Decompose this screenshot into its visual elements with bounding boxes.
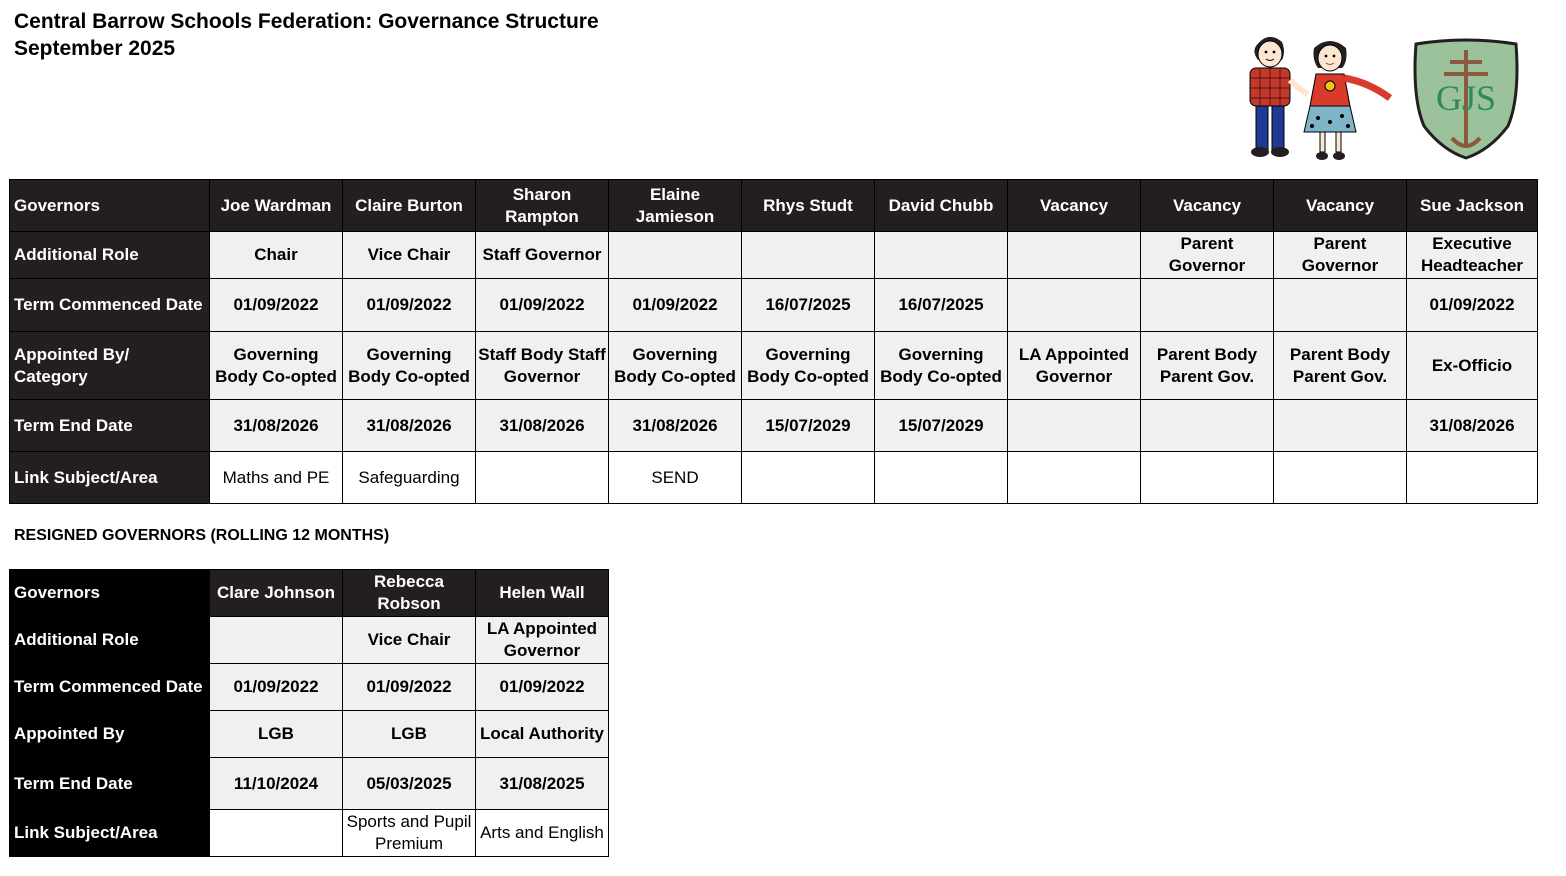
row-label: Link Subject/Area <box>10 810 210 857</box>
appointed-by-row <box>10 332 1538 400</box>
table-cell: 01/09/2022 <box>1407 279 1538 332</box>
table-cell <box>875 232 1008 279</box>
table-cell: Executive Headteacher <box>1407 232 1538 279</box>
current-governors-table <box>9 179 1538 504</box>
table-cell: LGB <box>210 711 343 758</box>
table-cell: 31/08/2026 <box>476 400 609 452</box>
table-cell <box>1008 232 1141 279</box>
table-cell <box>1141 452 1274 504</box>
school-logos <box>1238 28 1528 168</box>
title-line-2: September 2025 <box>14 37 176 60</box>
table-cell: 16/07/2025 <box>742 279 875 332</box>
table-cell: Governing Body Co-opted <box>210 332 343 400</box>
table-cell: Parent Body Parent Gov. <box>1141 332 1274 400</box>
governors-row <box>10 180 1538 232</box>
table-cell: Chair <box>210 232 343 279</box>
table-cell: 31/08/2025 <box>476 758 609 810</box>
table-cell: 31/08/2026 <box>343 400 476 452</box>
table-cell: 01/09/2022 <box>343 279 476 332</box>
row-label: Term Commenced Date <box>10 279 210 332</box>
governor-name-cell: Vacancy <box>1008 180 1141 232</box>
table-cell: Vice Chair <box>343 617 476 664</box>
table-cell: 05/03/2025 <box>343 758 476 810</box>
row-label: Additional Role <box>10 232 210 279</box>
governor-name-cell: David Chubb <box>875 180 1008 232</box>
crest-letters: GJS <box>1435 78 1497 118</box>
table-cell <box>1008 452 1141 504</box>
table-cell: 01/09/2022 <box>210 279 343 332</box>
table-cell: Maths and PE <box>210 452 343 504</box>
row-label: Link Subject/Area <box>10 452 210 504</box>
row-label: Term End Date <box>10 400 210 452</box>
governor-name-cell: Claire Burton <box>343 180 476 232</box>
term-end-row <box>10 400 1538 452</box>
children-icon <box>1250 37 1390 160</box>
table-cell: LA Appointed Governor <box>476 617 609 664</box>
table-cell: Local Authority <box>476 711 609 758</box>
table-cell <box>1407 452 1538 504</box>
table-cell: 01/09/2022 <box>210 664 343 711</box>
table-cell: Parent Governor <box>1141 232 1274 279</box>
table-cell: Governing Body Co-opted <box>742 332 875 400</box>
row-label: Additional Role <box>10 617 210 664</box>
table-cell: Staff Governor <box>476 232 609 279</box>
table-cell: LGB <box>343 711 476 758</box>
governor-name-cell: Helen Wall <box>476 570 609 617</box>
governor-name-cell: Rebecca Robson <box>343 570 476 617</box>
term-commenced-row <box>10 664 609 711</box>
table-cell <box>742 452 875 504</box>
resigned-table-body <box>10 570 609 857</box>
page-title <box>14 8 599 62</box>
table-cell <box>609 232 742 279</box>
resigned-governors-table <box>9 569 609 857</box>
table-cell: 01/09/2022 <box>609 279 742 332</box>
row-label: Term End Date <box>10 758 210 810</box>
table-cell <box>1141 279 1274 332</box>
table-cell: Ex-Officio <box>1407 332 1538 400</box>
governor-name-cell: Rhys Studt <box>742 180 875 232</box>
table-cell: Parent Body Parent Gov. <box>1274 332 1407 400</box>
table-cell <box>742 232 875 279</box>
table-cell: 15/07/2029 <box>742 400 875 452</box>
row-label: Governors <box>10 180 210 232</box>
link-subject-row <box>10 452 1538 504</box>
table-cell: Sports and Pupil Premium <box>343 810 476 857</box>
row-label: Term Commenced Date <box>10 664 210 711</box>
table-cell: Safeguarding <box>343 452 476 504</box>
table-cell <box>875 452 1008 504</box>
governor-name-cell: Sharon Rampton <box>476 180 609 232</box>
governors-row <box>10 570 609 617</box>
governor-name-cell: Joe Wardman <box>210 180 343 232</box>
table-cell <box>210 617 343 664</box>
governor-name-cell: Elaine Jamieson <box>609 180 742 232</box>
governor-name-cell: Clare Johnson <box>210 570 343 617</box>
table-cell: 31/08/2026 <box>609 400 742 452</box>
table-cell <box>1141 400 1274 452</box>
governor-name-cell: Vacancy <box>1141 180 1274 232</box>
title-line-1: Central Barrow Schools Federation: Governance Structure <box>14 10 599 33</box>
term-commenced-row <box>10 279 1538 332</box>
additional-role-row <box>10 232 1538 279</box>
table-cell: 01/09/2022 <box>476 279 609 332</box>
table-cell: Governing Body Co-opted <box>343 332 476 400</box>
table-cell: Vice Chair <box>343 232 476 279</box>
table-cell <box>1274 279 1407 332</box>
table-cell <box>210 810 343 857</box>
table-cell: 11/10/2024 <box>210 758 343 810</box>
crest-icon <box>1415 40 1517 158</box>
resigned-heading: RESIGNED GOVERNORS (ROLLING 12 MONTHS) <box>14 527 390 544</box>
row-label: Appointed By <box>10 711 210 758</box>
table-cell: SEND <box>609 452 742 504</box>
table-cell: 16/07/2025 <box>875 279 1008 332</box>
table-cell: Governing Body Co-opted <box>875 332 1008 400</box>
additional-role-row <box>10 617 609 664</box>
table-cell <box>1008 279 1141 332</box>
table-cell: Staff Body Staff Governor <box>476 332 609 400</box>
row-label: Governors <box>10 570 210 617</box>
table-cell: 01/09/2022 <box>343 664 476 711</box>
table-cell <box>1274 452 1407 504</box>
table-cell <box>1274 400 1407 452</box>
table-cell: 15/07/2029 <box>875 400 1008 452</box>
table-cell: Arts and English <box>476 810 609 857</box>
row-label: Appointed By/ Category <box>10 332 210 400</box>
table-cell: Governing Body Co-opted <box>609 332 742 400</box>
governor-name-cell: Sue Jackson <box>1407 180 1538 232</box>
current-table-body <box>10 180 1538 504</box>
table-cell: Parent Governor <box>1274 232 1407 279</box>
term-end-row <box>10 758 609 810</box>
link-subject-row <box>10 810 609 857</box>
governor-name-cell: Vacancy <box>1274 180 1407 232</box>
table-cell: 31/08/2026 <box>210 400 343 452</box>
table-cell: 01/09/2022 <box>476 664 609 711</box>
table-cell: LA Appointed Governor <box>1008 332 1141 400</box>
appointed-by-row <box>10 711 609 758</box>
table-cell <box>1008 400 1141 452</box>
table-cell: 31/08/2026 <box>1407 400 1538 452</box>
table-cell <box>476 452 609 504</box>
